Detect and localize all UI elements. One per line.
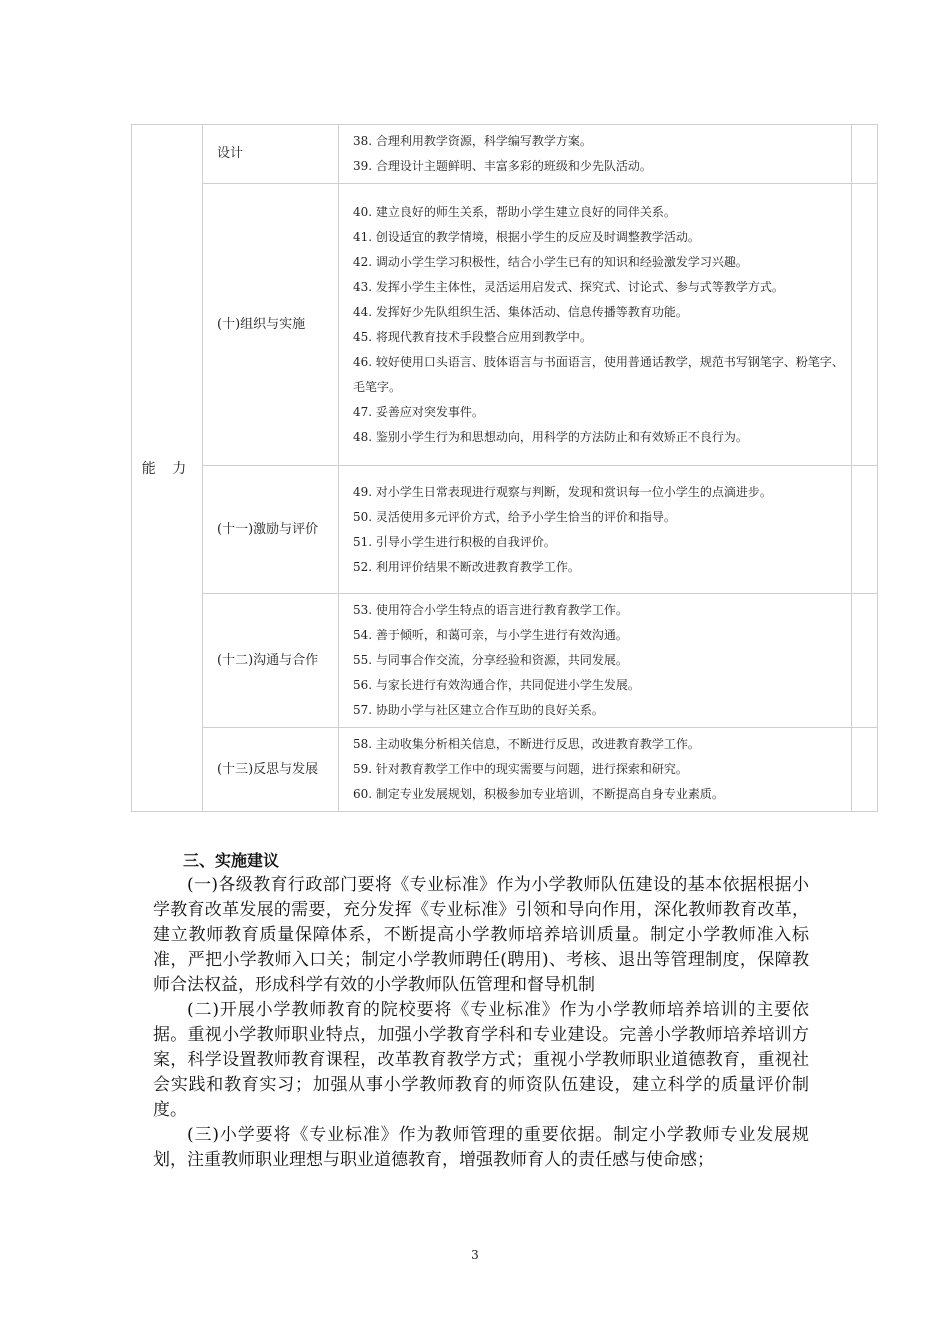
items-cell (339, 594, 852, 728)
list-item: 54. 善于倾听，和蔼可亲，与小学生进行有效沟通。 (353, 628, 628, 642)
list-item: 52. 利用评价结果不断改进教育教学工作。 (353, 559, 580, 574)
blank-cell (852, 125, 878, 184)
table-row (132, 125, 878, 184)
list-item: 43. 发挥小学生主体性，灵活运用启发式、探究式、讨论式、参与式等教学方式。 (353, 279, 784, 294)
paragraph: (一)各级教育行政部门要将《专业标准》作为小学教师队伍建设的基本依据根据小学教育改革发展的需要，充分发挥《专业标准》引领和导向作用，深化教师教育改革，建立教师教育质量保障体系，不断提高小学教师培养培训质量。制定小学教师准入标准，严把小学教师入口关；制定小学教师聘任(聘用)、考核、退出等管理制度，保障教师合法权益，形成科学有效的小学教师队伍管理和督导机制 (153, 875, 809, 995)
domain-cell: 能 力 (132, 125, 203, 812)
items-cell (339, 466, 852, 594)
list-item: 53. 使用符合小学生特点的语言进行教育教学工作。 (353, 603, 628, 617)
section-heading: 三、实施建议 (183, 851, 280, 870)
blank-cell (852, 184, 878, 466)
list-item: 45. 将现代教育技术手段整合应用到教学中。 (353, 329, 592, 344)
table-row (132, 184, 878, 466)
list-item: 58. 主动收集分析相关信息，不断进行反思，改进教育教学工作。 (353, 737, 700, 751)
blank-cell (852, 466, 878, 594)
items-cell (339, 728, 852, 812)
list-item: 47. 妥善应对突发事件。 (353, 404, 484, 419)
field-cell: 设计 (203, 125, 339, 184)
list-item: 49. 对小学生日常表现进行观察与判断，发现和赏识每一位小学生的点滴进步。 (353, 484, 772, 499)
list-item: 57. 协助小学与社区建立合作互助的良好关系。 (353, 703, 604, 717)
field-cell: (十)组织与实施 (203, 184, 339, 466)
list-item: 60. 制定专业发展规划，积极参加专业培训，不断提高自身专业素质。 (353, 787, 724, 801)
items-cell (339, 184, 852, 466)
list-item: 56. 与家长进行有效沟通合作，共同促进小学生发展。 (353, 678, 640, 692)
list-item: 41. 创设适宜的教学情境，根据小学生的反应及时调整教学活动。 (353, 229, 700, 244)
list-item: 42. 调动小学生学习积极性，结合小学生已有的知识和经验激发学习兴趣。 (353, 254, 748, 269)
list-item: 59. 针对教育教学工作中的现实需要与问题，进行探索和研究。 (353, 762, 688, 776)
paragraph: (二)开展小学教师教育的院校要将《专业标准》作为小学教师培养培训的主要依据。重视小学教师职业特点，加强小学教育学科和专业建设。完善小学教师培养培训方案，科学设置教师教育课程，改革教育教学方式；重视小学教师职业道德教育，重视社会实践和教育实习；加强从事小学教师教育的师资队伍建设，建立科学的质量评价制度。 (153, 1000, 809, 1120)
list-item: 39. 合理设计主题鲜明、丰富多彩的班级和少先队活动。 (353, 159, 652, 173)
list-item: 50. 灵活使用多元评价方式，给予小学生恰当的评价和指导。 (353, 509, 676, 524)
list-item: 55. 与同事合作交流，分享经验和资源，共同发展。 (353, 653, 628, 667)
list-item: 46. 较好使用口头语言、肢体语言与书面语言，使用普通话教学，规范书写钢笔字、粉笔字、毛笔字。 (353, 354, 844, 394)
list-item: 48. 鉴别小学生行为和思想动向，用科学的方法防止和有效矫正不良行为。 (353, 429, 748, 444)
table-row (132, 728, 878, 812)
blank-cell (852, 594, 878, 728)
items-cell (339, 125, 852, 184)
paragraph: (三)小学要将《专业标准》作为教师管理的重要依据。制定小学教师专业发展规划，注重教师职业理想与职业道德教育，增强教师育人的责任感与使命感； (153, 1125, 809, 1170)
field-cell: (十一)激励与评价 (203, 466, 339, 594)
implementation-section (153, 848, 809, 1173)
page-number: 3 (471, 1248, 479, 1262)
standards-table (131, 124, 878, 812)
blank-cell (852, 728, 878, 812)
table-row (132, 466, 878, 594)
list-item: 38. 合理利用教学资源，科学编写教学方案。 (353, 134, 592, 148)
field-cell: (十二)沟通与合作 (203, 594, 339, 728)
list-item: 51. 引导小学生进行积极的自我评价。 (353, 534, 556, 549)
list-item: 44. 发挥好少先队组织生活、集体活动、信息传播等教育功能。 (353, 304, 688, 319)
table-row (132, 594, 878, 728)
list-item: 40. 建立良好的师生关系，帮助小学生建立良好的同伴关系。 (353, 204, 676, 219)
field-cell: (十三)反思与发展 (203, 728, 339, 812)
